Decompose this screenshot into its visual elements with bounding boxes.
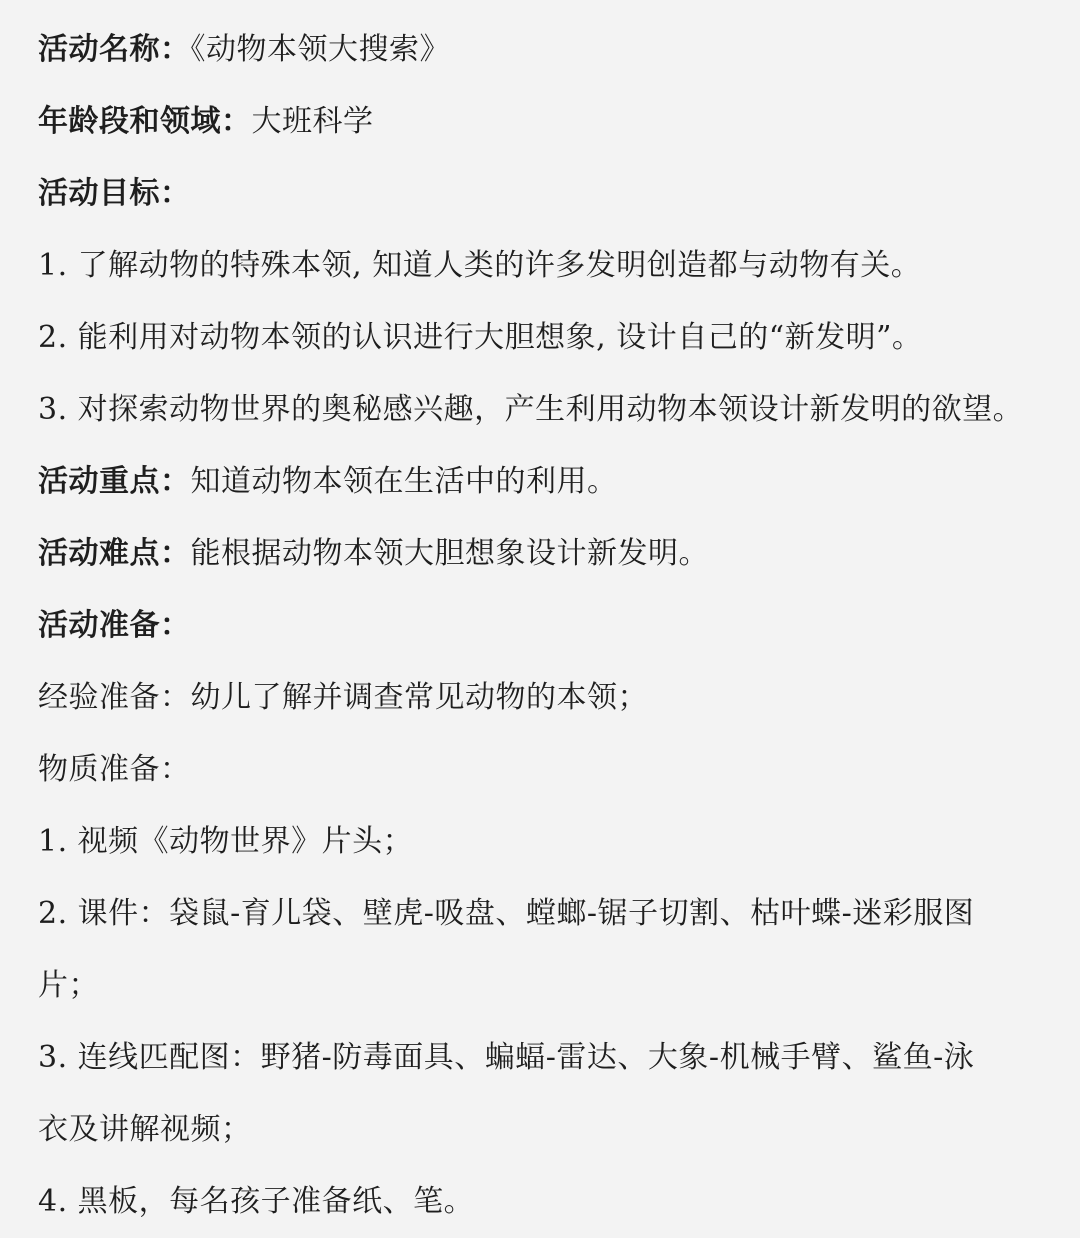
difficulty-value: 能根据动物本领大胆想象设计新发明。: [190, 536, 709, 571]
material-item-2-continued: 片；: [38, 968, 99, 1003]
material-item-4: 4. 黑板，每名孩子准备纸、笔。: [38, 1184, 475, 1219]
material-item-3-continued: 衣及讲解视频；: [38, 1112, 252, 1147]
preparation-heading-label: 活动准备：: [38, 608, 191, 643]
age-domain-value: 大班科学: [251, 104, 374, 139]
key-point-line: [38, 446, 1050, 518]
goal-item-1: 1. 了解动物的特殊本领, 知道人类的许多发明创造都与动物有关。: [38, 248, 922, 283]
age-domain-label: 年龄段和领域：: [38, 104, 252, 139]
preparation-heading: [38, 590, 1050, 662]
material-item-2: 2. 课件：袋鼠-育儿袋、壁虎-吸盘、螳螂-锯子切割、枯叶蝶-迷彩服图: [38, 896, 975, 931]
experience-preparation: 经验准备：幼儿了解并调查常见动物的本领；: [38, 680, 648, 715]
material-preparation-heading: 物质准备：: [38, 752, 191, 787]
activity-name-value: 《动物本领大搜索》: [190, 32, 450, 67]
goal-item-3: 3. 对探索动物世界的奥秘感兴趣，产生利用动物本领设计新发明的欲望。: [38, 392, 1024, 427]
goals-heading-label: 活动目标：: [38, 176, 191, 211]
difficulty-label: 活动难点：: [38, 536, 191, 571]
age-domain-line: [38, 86, 1050, 158]
activity-name-line: [38, 14, 1050, 86]
goals-heading: [38, 158, 1050, 230]
key-point-label: 活动重点：: [38, 464, 191, 499]
goal-item-2: 2. 能利用对动物本领的认识进行大胆想象, 设计自己的“新发明”。: [38, 320, 923, 355]
difficulty-line: [38, 518, 1050, 590]
activity-name-label: 活动名称：: [38, 32, 191, 67]
material-item-3: 3. 连线匹配图：野猪-防毒面具、蝙蝠-雷达、大象-机械手臂、鲨鱼-泳: [38, 1040, 975, 1075]
key-point-value: 知道动物本领在生活中的利用。: [190, 464, 618, 499]
material-item-1: 1. 视频《动物世界》片头；: [38, 824, 414, 859]
